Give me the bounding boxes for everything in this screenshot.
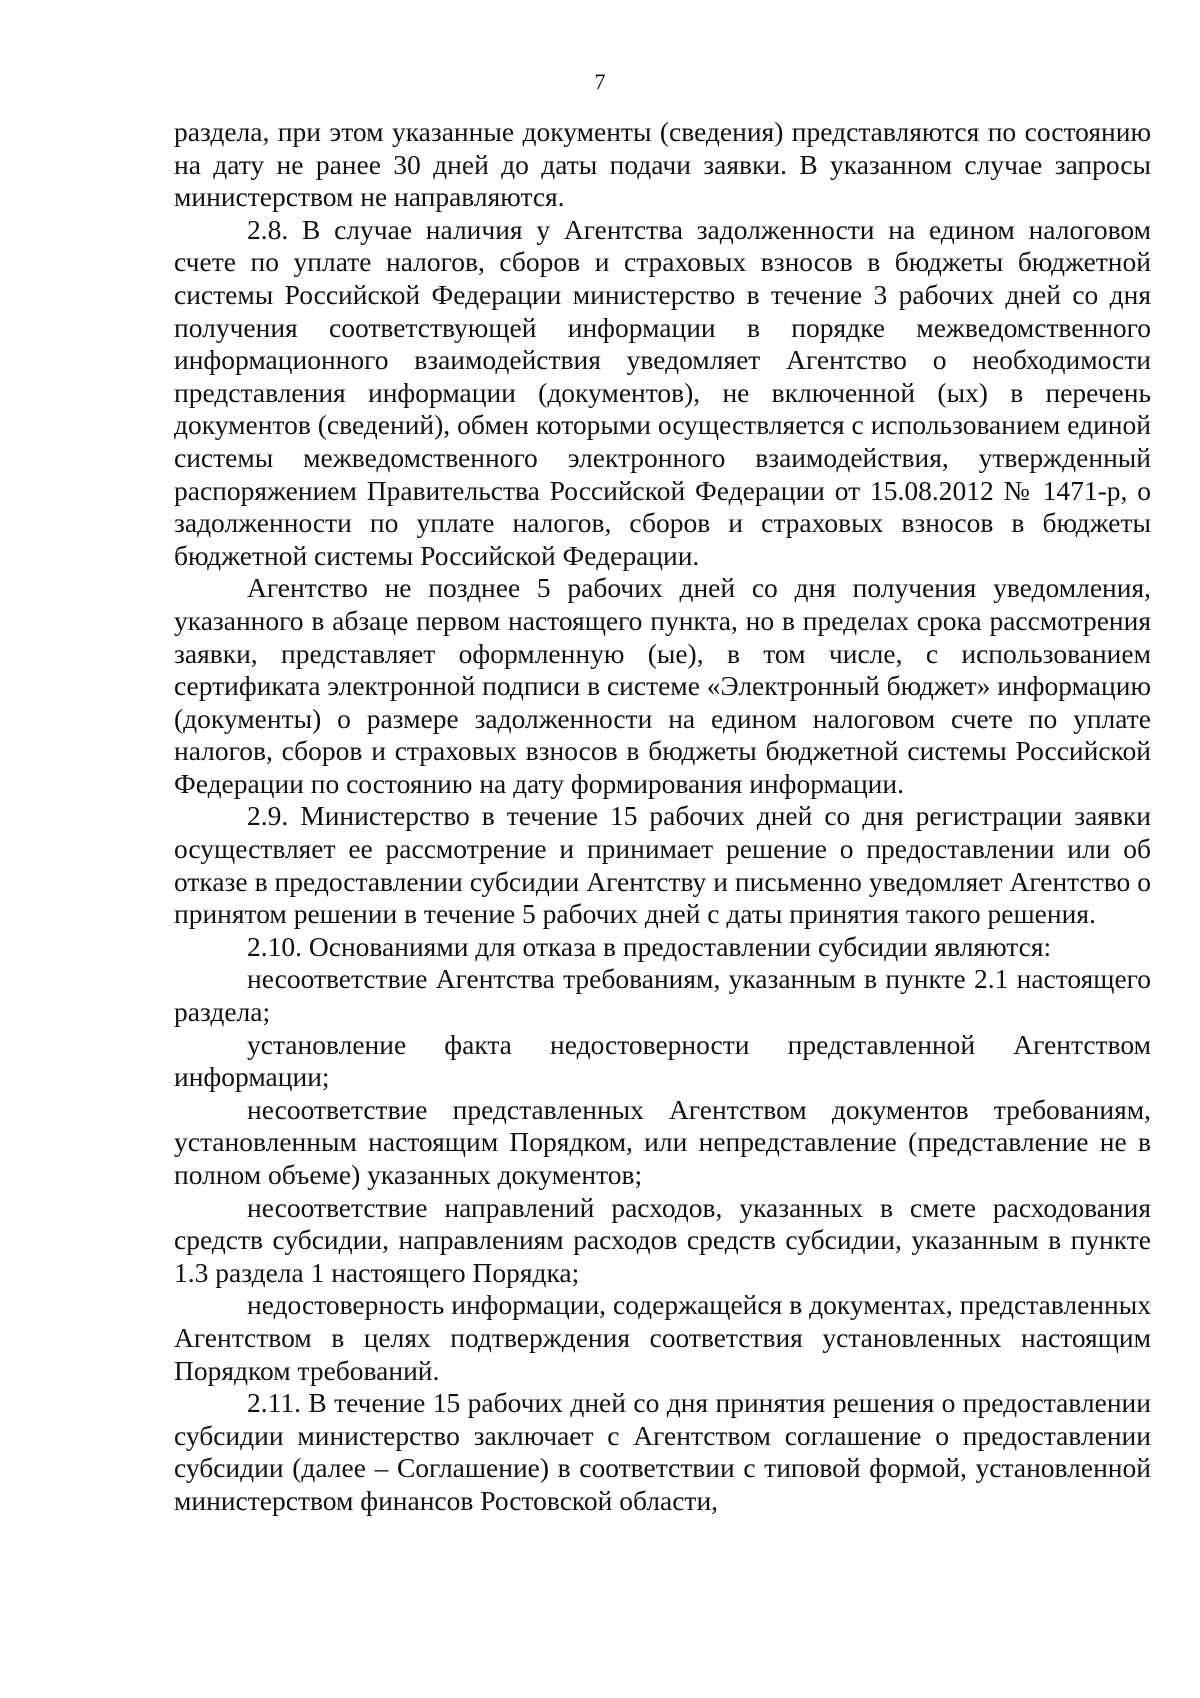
refusal-ground-expenses: несоответствие направлений расходов, указанных в смете расходования средств субсидии, направлениям расходов средств субсидии, указанным в пункте 1.3 раздела 1 настоящего Порядка; [174, 1191, 1151, 1288]
refusal-ground-false-info: установление факта недостоверности представленной Агентством информации; [174, 1028, 1151, 1093]
refusal-ground-documents: несоответствие представленных Агентством документов требованиям, установленным настоящим Порядком, или непредставление (представление не в полном объеме) указанных документов; [174, 1093, 1151, 1190]
document-body [174, 116, 1151, 1518]
paragraph-2-9: 2.9. Министерство в течение 15 рабочих дней со дня регистрации заявки осуществляет ее рассмотрение и принимает решение о предоставлении или об отказе в предоставлении субсидии Агентству и письменно уведомляет Агентство о принятом решении в течение 5 рабочих дней с даты принятия такого решения. [174, 800, 1151, 930]
refusal-ground-unreliable-info: недостоверность информации, содержащейся в документах, представленных Агентством в целях подтверждения соответствия установленных настоящим Порядком требований. [174, 1289, 1151, 1386]
paragraph-2-8: 2.8. В случае наличия у Агентства задолженности на едином налоговом счете по уплате налогов, сборов и страховых взносов в бюджеты бюджетной системы Российской Федерации министерство в течение 3 рабочих дней со дня получения соответствующей информации в порядке межведомственного информационного взаимодействия уведомляет Агентство о необходимости представления информации (документов), не включенной (ых) в перечень документов (сведений), обмен которыми осуществляется с использованием единой системы межведомственного электронного взаимодействия, утвержденный распоряжением Правительства Российской Федерации от 15.08.2012 № 1471-р, о задолженности по уплате налогов, сборов и страховых взносов в бюджеты бюджетной системы Российской Федерации. [174, 213, 1151, 571]
refusal-ground-requirements: несоответствие Агентства требованиям, указанным в пункте 2.1 настоящего раздела; [174, 963, 1151, 1028]
paragraph-continuation: раздела, при этом указанные документы (сведения) представляются по состоянию на дату не ранее 30 дней до даты подачи заявки. В указанном случае запросы министерством не направляются. [174, 116, 1151, 213]
paragraph-2-8-agency-response: Агентство не позднее 5 рабочих дней со дня получения уведомления, указанного в абзаце первом настоящего пункта, но в пределах срока рассмотрения заявки, представляет оформленную (ые), в том числе, с использованием сертификата электронной подписи в системе «Электронный бюджет» информацию (документы) о размере задолженности на едином налоговом счете по уплате налогов, сборов и страховых взносов в бюджеты бюджетной системы Российской Федерации по состоянию на дату формирования информации. [174, 572, 1151, 799]
paragraph-2-10: 2.10. Основаниями для отказа в предоставлении субсидии являются: [247, 930, 1052, 962]
page-number: 7 [594, 69, 606, 94]
paragraph-2-11: 2.11. В течение 15 рабочих дней со дня принятия решения о предоставлении субсидии министерство заключает с Агентством соглашение о предоставлении субсидии (далее – Соглашение) в соответствии с типовой формой, установленной министерством финансов Ростовской области, [174, 1387, 1151, 1516]
